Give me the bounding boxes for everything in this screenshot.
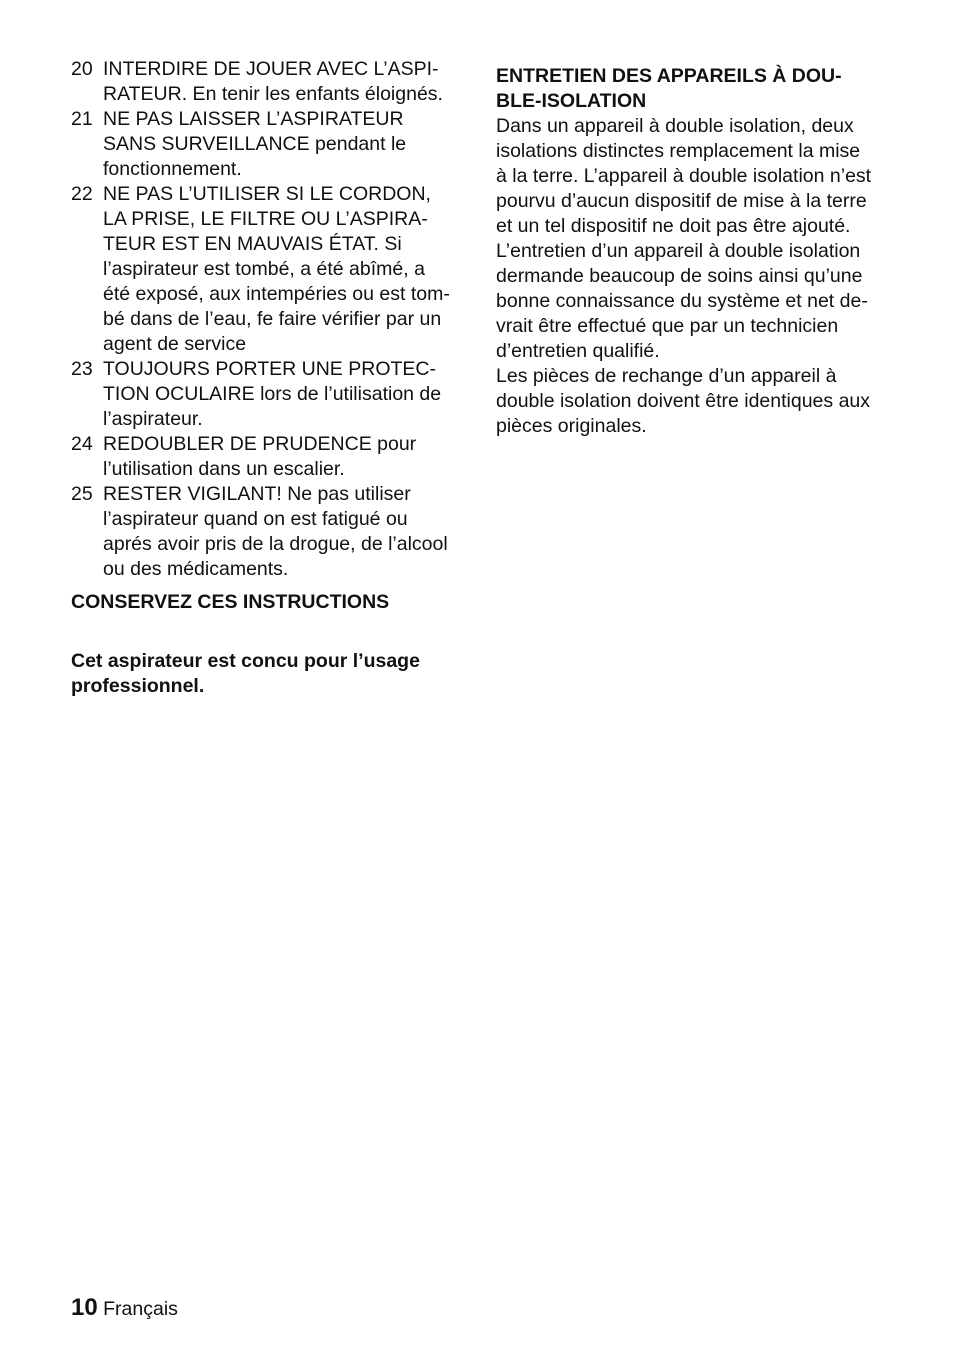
item-text: TOUJOURS PORTER UNE PROTEC- TION OCULAIRE lors de l’utilisation de l’aspirateur. <box>103 358 442 430</box>
conserve-instructions: CONSERVEZ CES INSTRUCTIONS <box>71 591 390 613</box>
language-label: Français <box>103 1298 178 1320</box>
item-text: NE PAS L’UTILISER SI LE CORDON, LA PRISE, LE FILTRE OU L’ASPIRA- TEUR EST EN MAUVAIS ÉTAT. Si l’aspirateur est tombé, a été abîmé, a été exposé, aux intempéries ou est tom- bé dans de l’eau, fe faire vérifier par un agent de service <box>103 183 450 355</box>
paragraph-replacement-parts: Les pièces de rechange d’un appareil à double isolation doivent être identiques aux pièces originales. <box>496 365 871 437</box>
item-text: NE PAS LAISSER L’ASPIRATEUR SANS SURVEILLANCE pendant le fonctionnement. <box>103 108 407 180</box>
safety-item-23 <box>71 357 463 432</box>
safety-item-25 <box>71 482 463 582</box>
left-column <box>71 57 463 699</box>
page-number: 10 <box>71 1294 98 1321</box>
item-number: 24 <box>71 433 93 455</box>
item-text: RESTER VIGILANT! Ne pas utiliser l’aspirateur quand on est fatigué ou aprés avoir pris de la drogue, de l’alcool ou des médicaments. <box>103 483 448 580</box>
safety-item-22 <box>71 182 463 357</box>
right-column <box>496 57 888 439</box>
paragraph-double-insulation: Dans un appareil à double isolation, deux isolations distinctes remplacement la mise à la terre. L’appareil à double isolation n’est pourvu d’aucun dispositif de mise à la terre et un tel dispositif ne doit pas être ajouté. L’entretien d’un appareil à double isolation dermande beaucoup de soins ainsi qu’une bonne connaissance du système et net de- vrait être effectué que par un technicien d’entretien qualifié. <box>496 115 872 362</box>
item-number: 20 <box>71 58 93 80</box>
safety-item-24 <box>71 432 463 482</box>
professional-use-note: Cet aspirateur est concu pour l’usage professionnel. <box>71 650 420 697</box>
item-number: 25 <box>71 483 93 505</box>
safety-item-21 <box>71 107 463 182</box>
safety-item-20 <box>71 57 463 107</box>
page-footer <box>71 1293 178 1324</box>
item-number: 23 <box>71 358 93 380</box>
item-text: INTERDIRE DE JOUER AVEC L’ASPI- RATEUR. En tenir les enfants éloignés. <box>103 58 443 105</box>
item-number: 21 <box>71 108 93 130</box>
item-text: REDOUBLER DE PRUDENCE pour l’utilisation dans un escalier. <box>103 433 417 480</box>
item-number: 22 <box>71 183 93 205</box>
section-heading: ENTRETIEN DES APPAREILS À DOU- BLE-ISOLATION <box>496 65 842 112</box>
